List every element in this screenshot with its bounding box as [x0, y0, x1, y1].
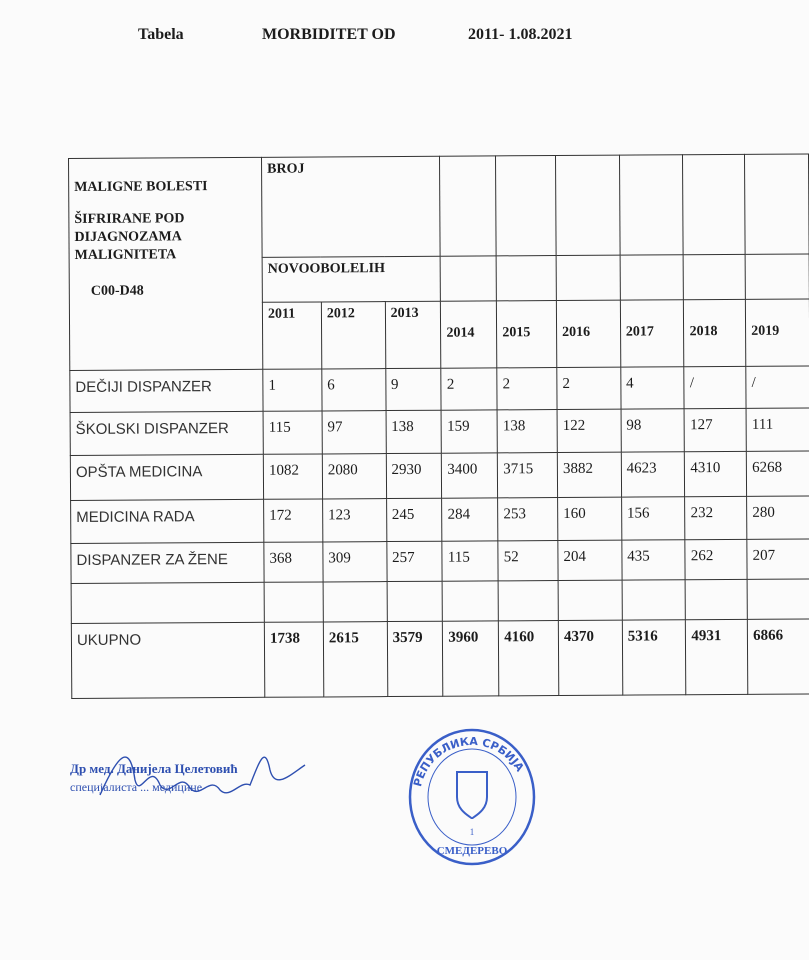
table-cell: [747, 579, 809, 619]
table-row: [70, 408, 809, 456]
row-label: UKUPNO: [71, 622, 265, 698]
table-cell: 309: [323, 542, 387, 582]
table-cell: 97: [322, 411, 386, 454]
table-cell: 52: [498, 541, 558, 581]
table-label: Tabela: [138, 26, 184, 43]
row-label: OPŠTA MEDICINA: [70, 454, 263, 500]
table-cell: 1: [263, 369, 322, 411]
table-cell: 207: [747, 539, 809, 579]
table-cell: 1082: [263, 454, 322, 499]
table-cell: 435: [622, 540, 686, 580]
table-cell: [558, 580, 622, 620]
year-header: 2018: [684, 299, 746, 366]
handwritten-signature: [90, 740, 320, 810]
table-cell: 9: [385, 368, 441, 410]
table-cell: 1738: [264, 622, 323, 697]
table-cell: 3960: [443, 621, 499, 696]
table-cell: 3579: [387, 621, 443, 696]
table-row: [70, 451, 809, 501]
table-row: [70, 366, 809, 413]
document-title: MORBIDITET OD: [262, 26, 396, 43]
row-header-code: C00-D48: [90, 283, 144, 299]
row-label: ŠKOLSKI DISPANZER: [70, 411, 263, 455]
table-cell: 3400: [442, 453, 498, 498]
svg-text:СМЕДЕРЕВО: СМЕДЕРЕВО: [436, 845, 508, 857]
table-cell: 368: [264, 542, 323, 582]
table-cell: 4370: [558, 620, 622, 695]
table-cell: 122: [557, 409, 621, 452]
group-header-novoobolelih: NOVOOBOLELIH: [262, 256, 441, 302]
table-cell: 2615: [323, 622, 387, 697]
table-cell: [323, 582, 387, 622]
row-label: MEDICINA RADA: [71, 499, 264, 543]
table-cell: /: [746, 366, 809, 408]
signature-block: [70, 760, 238, 796]
table-cell: 98: [621, 409, 685, 452]
table-cell: 111: [746, 408, 809, 451]
table-cell: [498, 581, 558, 621]
table-cell: 3715: [498, 453, 558, 498]
table-cell: 3882: [557, 452, 621, 497]
svg-text:1: 1: [469, 827, 475, 837]
table-cell: 160: [558, 497, 622, 540]
table-cell: [264, 582, 323, 622]
row-label: [71, 582, 264, 623]
table-cell: 156: [621, 497, 685, 540]
table-cell: 2: [497, 368, 557, 410]
official-stamp: [407, 727, 537, 867]
table-cell: 280: [747, 496, 809, 539]
row-header-line2: ŠIFRIRANE POD DIJAGNOZAMA MALIGNITETA: [74, 211, 185, 263]
table-cell: 2: [557, 367, 621, 409]
table-cell: 6866: [748, 619, 809, 694]
table-cell: 284: [442, 498, 498, 541]
row-header-line1: MALIGNE BOLESTI: [74, 179, 208, 195]
table-cell: 172: [264, 499, 323, 542]
table-cell: 4: [621, 367, 685, 409]
table-cell: 5316: [622, 620, 686, 695]
table-cell: 4931: [686, 619, 748, 694]
year-header: 2013: [385, 301, 441, 368]
table-row: [71, 619, 809, 699]
table-cell: 6: [322, 369, 386, 411]
table-cell: 257: [386, 541, 442, 581]
table-cell: 2080: [322, 454, 386, 499]
table-cell: [387, 581, 443, 621]
row-label: DEČIJI DISPANZER: [70, 369, 263, 412]
table-cell: 138: [386, 410, 442, 453]
year-header: 2019: [746, 299, 809, 366]
table-cell: 138: [497, 410, 557, 453]
year-header: 2011: [262, 302, 321, 369]
table-cell: 262: [685, 539, 747, 579]
table-cell: 253: [498, 498, 558, 541]
row-label: DISPANZER ZA ŽENE: [71, 542, 264, 583]
table-cell: 4310: [685, 451, 747, 496]
table-cell: 2930: [386, 453, 442, 498]
table-row: [71, 579, 809, 624]
table-cell: [686, 579, 748, 619]
table-cell: 115: [263, 411, 322, 454]
table-cell: 4623: [621, 452, 685, 497]
table-cell: 123: [322, 499, 386, 542]
table-cell: 4160: [499, 621, 559, 696]
signatory-title: специјалиста ... медицине: [70, 780, 203, 794]
year-header: 2017: [620, 300, 684, 367]
year-header: 2016: [556, 300, 620, 367]
table-row: [71, 539, 809, 584]
table-cell: [443, 581, 499, 621]
table-cell: 204: [558, 540, 622, 580]
table-cell: 2: [441, 368, 497, 410]
table-cell: 159: [442, 410, 498, 453]
table-cell: 127: [685, 408, 747, 451]
table-cell: 245: [386, 498, 442, 541]
document-period: 2011- 1.08.2021: [468, 26, 573, 43]
table-cell: 6268: [747, 451, 809, 496]
year-header: 2015: [497, 301, 557, 368]
year-header: 2012: [321, 302, 385, 369]
row-header-cell: [69, 157, 263, 370]
morbidity-table: [68, 153, 809, 699]
table-cell: [622, 580, 686, 620]
table-cell: 232: [685, 496, 747, 539]
table-cell: /: [684, 366, 746, 408]
table-row: [71, 496, 809, 544]
svg-text:РЕПУБЛИКА СРБИЈА: РЕПУБЛИКА СРБИЈА: [411, 734, 527, 789]
table-cell: 115: [442, 541, 498, 581]
year-header: 2014: [441, 301, 497, 368]
group-header-broj: BROJ: [262, 156, 441, 257]
signatory-name: Др мед. Данијела Целетовић: [70, 761, 238, 776]
